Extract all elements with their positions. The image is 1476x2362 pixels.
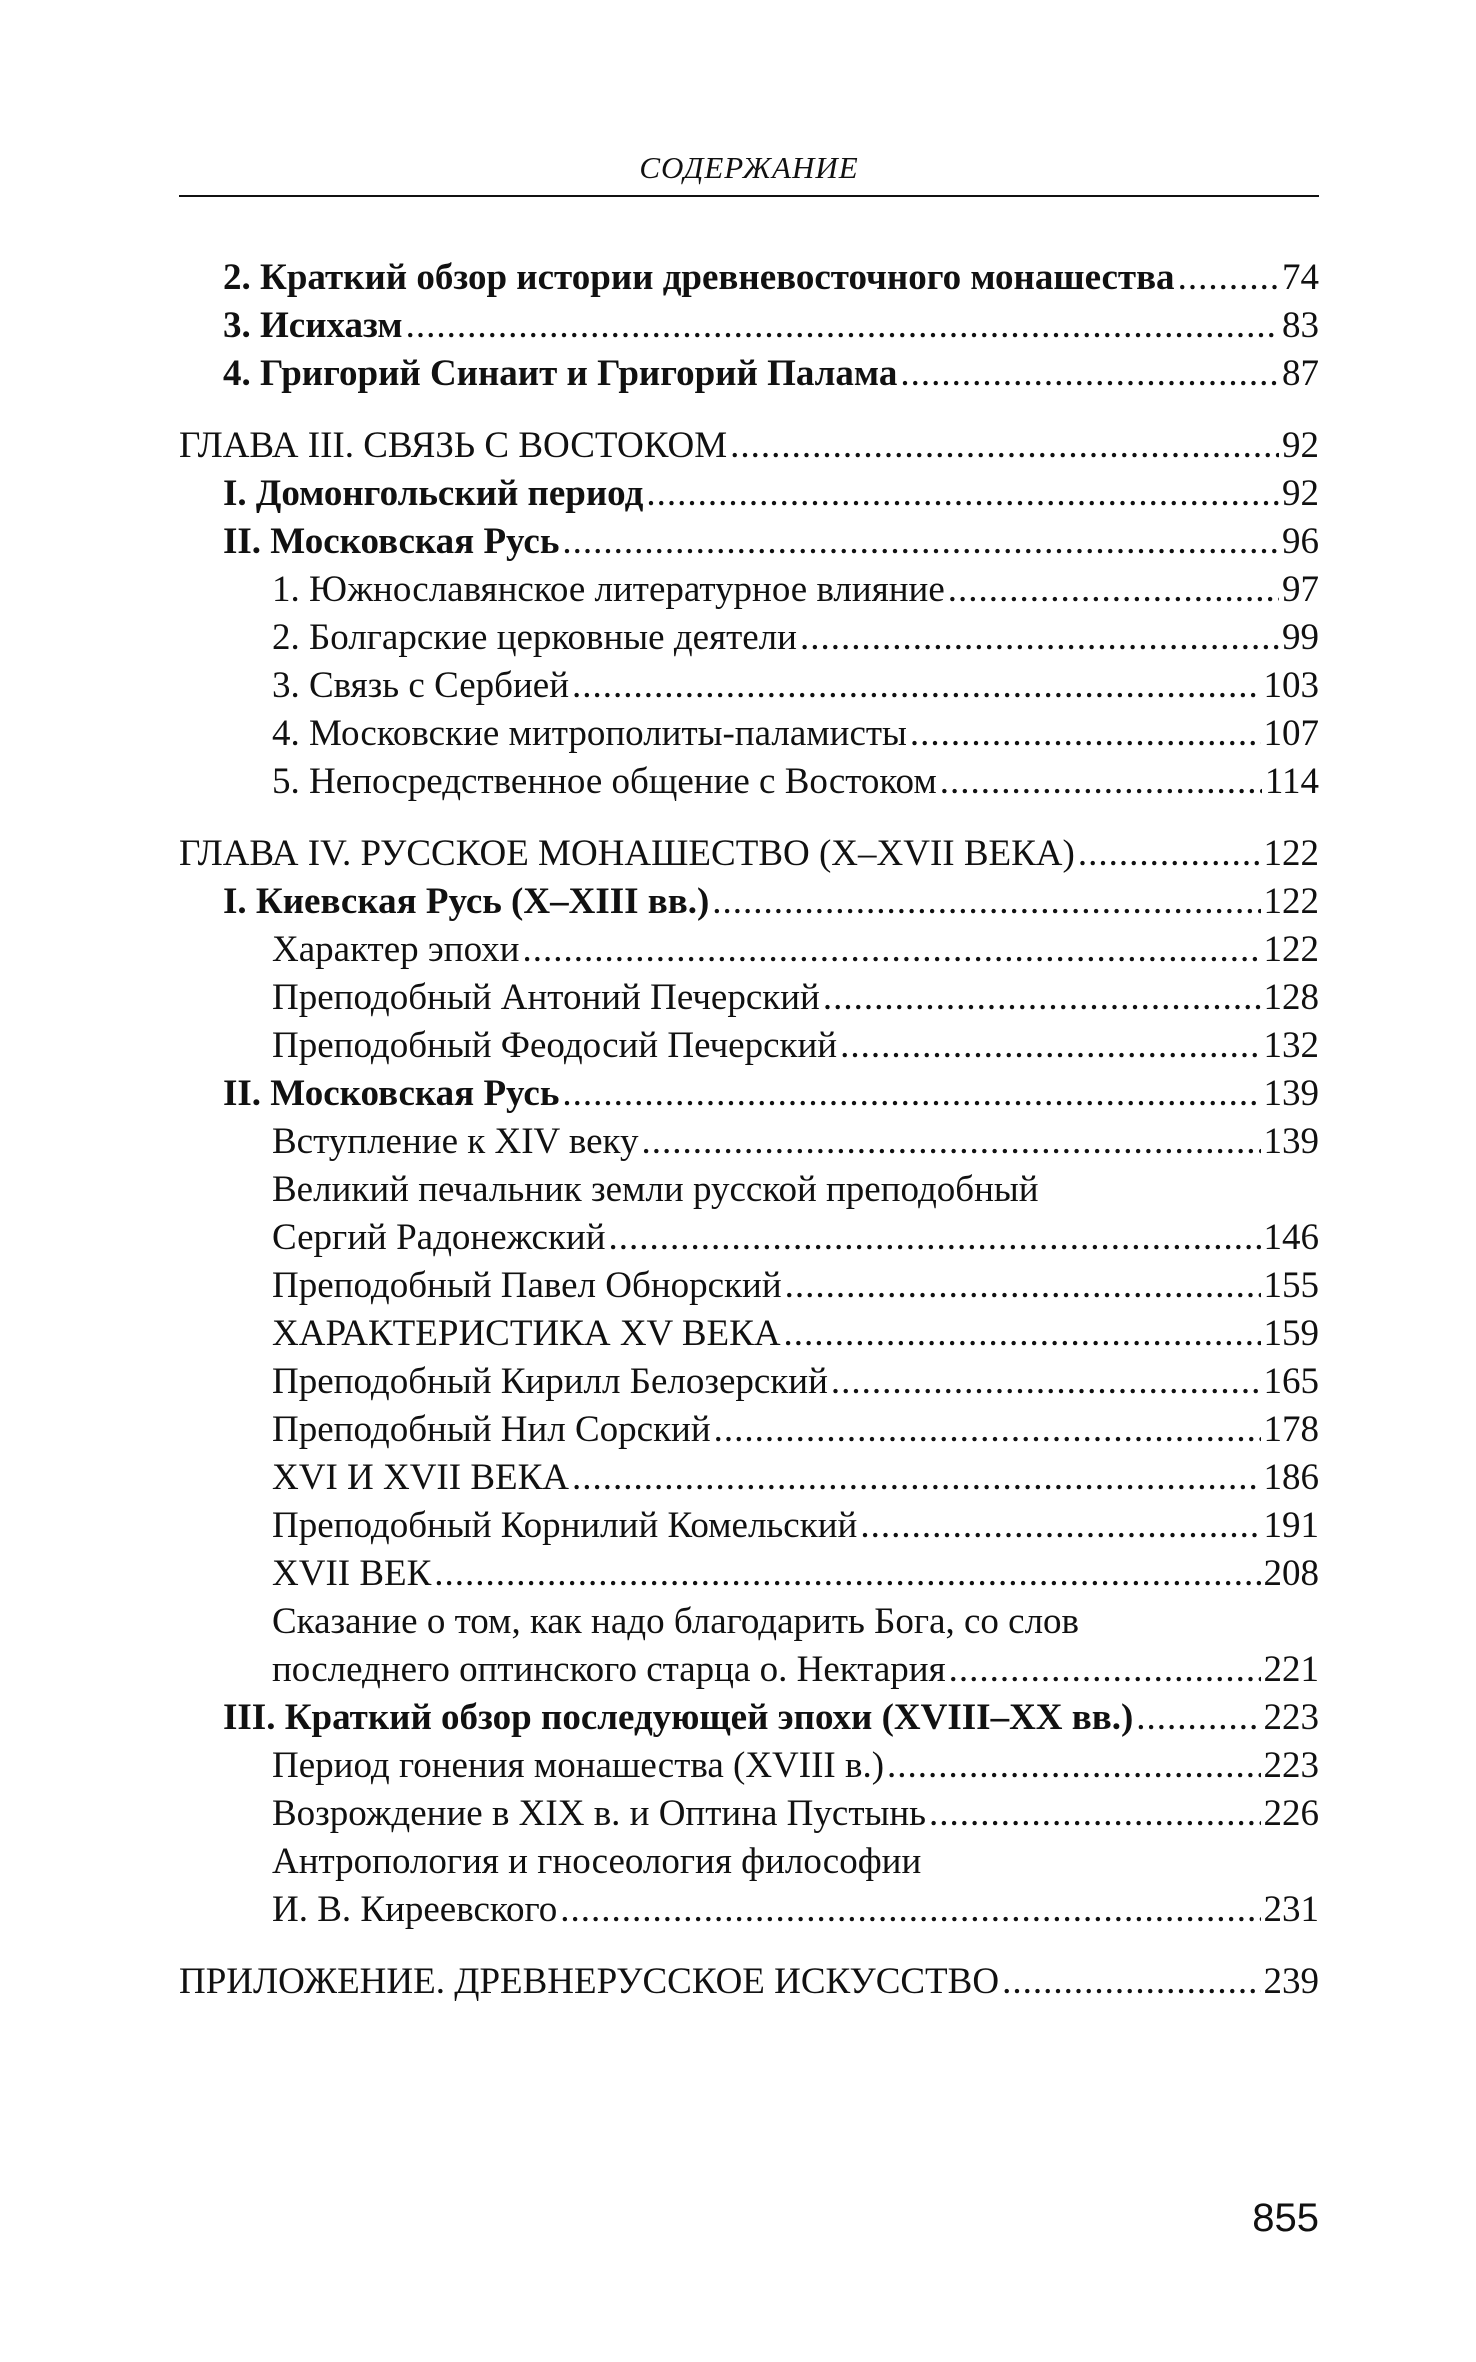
dot-leader: [434, 1550, 1260, 1598]
toc-entry-title: Преподобный Кирилл Белозерский: [272, 1361, 828, 1402]
toc-entry-page: 87: [1282, 353, 1319, 394]
toc-entry-title: Преподобный Павел Обнорский: [272, 1265, 782, 1306]
toc-entry-title: Сергий Радонежский: [272, 1217, 606, 1258]
toc-entry-page: 74: [1282, 257, 1319, 298]
dot-leader: [730, 422, 1279, 470]
dot-leader: [714, 1406, 1261, 1454]
toc-entry-page: 114: [1264, 761, 1319, 802]
dot-leader: [572, 662, 1261, 710]
toc-entry: [179, 1550, 1319, 1598]
toc-entry-title: Характер эпохи: [272, 929, 520, 970]
toc-entry-page: 159: [1263, 1313, 1319, 1354]
toc-entry: [179, 1166, 1319, 1214]
toc-entry-page: 92: [1282, 425, 1319, 466]
toc-entry-page: 128: [1263, 977, 1319, 1018]
toc-entry: [179, 662, 1319, 710]
toc-entry-page: 231: [1263, 1889, 1319, 1930]
toc-entry-title: 4. Московские митрополиты-паламисты: [272, 713, 907, 754]
toc-entry-title: Преподобный Феодосий Печерский: [272, 1025, 838, 1066]
toc-entry-title: Антропология и гносеология философии: [272, 1841, 922, 1882]
toc-entry-title: Великий печальник земли русской преподобный: [272, 1169, 1039, 1210]
toc-entry-title: 1. Южнославянское литературное влияние: [272, 569, 945, 610]
toc-entry-title: 5. Непосредственное общение с Востоком: [272, 761, 937, 802]
toc-entry-page: 239: [1263, 1961, 1319, 2002]
toc-entry: [179, 518, 1319, 566]
toc-entry: [179, 1118, 1319, 1166]
toc-entry-title: Преподобный Антоний Печерский: [272, 977, 820, 1018]
dot-leader: [823, 974, 1261, 1022]
running-header: СОДЕРЖАНИЕ: [639, 150, 859, 185]
toc-entry: [179, 1454, 1319, 1502]
toc-entry-page: 132: [1263, 1025, 1319, 1066]
toc-entry: [179, 254, 1319, 302]
toc-entry-title: Сказание о том, как надо благодарить Бога, со слов: [272, 1601, 1080, 1642]
toc-entry-page: 96: [1282, 521, 1319, 562]
toc-entry-page: 97: [1282, 569, 1319, 610]
dot-leader: [831, 1358, 1261, 1406]
dot-leader: [1136, 1694, 1260, 1742]
toc-entry-page: 122: [1263, 881, 1319, 922]
toc-entry-page: 83: [1282, 305, 1319, 346]
toc-entry-title: III. Краткий обзор последующей эпохи (XVIII–XX вв.): [223, 1697, 1134, 1738]
dot-leader: [646, 470, 1279, 518]
toc-entry: [179, 758, 1319, 806]
toc-entry-title: ПРИЛОЖЕНИЕ. ДРЕВНЕРУССКОЕ ИСКУССТВО: [179, 1961, 1000, 2002]
dot-leader: [1178, 254, 1279, 302]
toc-entry: [179, 1742, 1319, 1790]
dot-leader: [840, 1022, 1260, 1070]
toc-entry-page: 122: [1263, 929, 1319, 970]
dot-leader: [562, 1070, 1260, 1118]
toc-entry-title: I. Киевская Русь (X–XIII вв.): [223, 881, 710, 922]
dot-leader: [572, 1454, 1261, 1502]
toc-entry: [179, 1310, 1319, 1358]
toc-entry-page: 221: [1263, 1649, 1319, 1690]
toc-entry-page: 208: [1263, 1553, 1319, 1594]
toc-entry-title: XVII ВЕК: [272, 1553, 432, 1594]
toc-entry: [179, 302, 1319, 350]
toc-entry: [179, 1358, 1319, 1406]
dot-leader: [929, 1790, 1260, 1838]
toc-entry: [179, 1790, 1319, 1838]
toc-entry-page: 139: [1263, 1073, 1319, 1114]
toc-entry: [179, 1598, 1319, 1646]
page-number: 855: [1252, 2196, 1319, 2240]
toc-entry: [179, 926, 1319, 974]
toc-entry-page: 92: [1282, 473, 1319, 514]
toc-entry-title: II. Московская Русь: [223, 521, 560, 562]
header-rule: [179, 195, 1319, 197]
toc-entry-page: 103: [1263, 665, 1319, 706]
toc-entry-title: Преподобный Корнилий Комельский: [272, 1505, 858, 1546]
dot-leader: [860, 1502, 1260, 1550]
toc-entry-title: XVI И XVII ВЕКА: [272, 1457, 569, 1498]
toc-entry-page: 186: [1263, 1457, 1319, 1498]
toc-entry-title: Преподобный Нил Сорский: [272, 1409, 711, 1450]
dot-leader: [887, 1742, 1260, 1790]
dot-leader: [562, 518, 1279, 566]
toc-entry: [179, 1022, 1319, 1070]
toc-entry-page: 99: [1282, 617, 1319, 658]
toc-entry: [179, 614, 1319, 662]
dot-leader: [560, 1886, 1260, 1934]
toc-entry-title: I. Домонгольский период: [223, 473, 644, 514]
toc-entry-title: последнего оптинского старца о. Нектария: [272, 1649, 946, 1690]
toc-entry-page: 223: [1263, 1697, 1319, 1738]
toc-entry-title: ХАРАКТЕРИСТИКА XV ВЕКА: [272, 1313, 781, 1354]
toc-entry-page: 155: [1263, 1265, 1319, 1306]
table-of-contents: [179, 254, 1319, 2006]
toc-entry-title: ГЛАВА III. СВЯЗЬ С ВОСТОКОМ: [179, 425, 728, 466]
toc-entry-title: И. В. Киреевского: [272, 1889, 558, 1930]
toc-entry-title: 3. Связь с Сербией: [272, 665, 569, 706]
toc-entry-title: Период гонения монашества (XVIII в.): [272, 1745, 885, 1786]
toc-entry: [179, 710, 1319, 758]
toc-entry: [179, 1694, 1319, 1742]
dot-leader: [784, 1310, 1261, 1358]
toc-entry-title: 4. Григорий Синаит и Григорий Палама: [223, 353, 898, 394]
toc-entry: [179, 1502, 1319, 1550]
toc-entry: [179, 830, 1319, 878]
dot-leader: [910, 710, 1261, 758]
toc-entry: [179, 1838, 1319, 1886]
toc-entry-page: 191: [1263, 1505, 1319, 1546]
toc-entry: [179, 1958, 1319, 2006]
toc-entry-title: ГЛАВА IV. РУССКОЕ МОНАШЕСТВО (X–XVII ВЕКА): [179, 833, 1075, 874]
toc-entry-page: 139: [1263, 1121, 1319, 1162]
toc-entry-title: II. Московская Русь: [223, 1073, 560, 1114]
toc-entry-page: 107: [1263, 713, 1319, 754]
dot-leader: [1078, 830, 1261, 878]
toc-entry: [179, 974, 1319, 1022]
toc-entry: [179, 1886, 1319, 1934]
toc-entry: [179, 1214, 1319, 1262]
toc-entry-title: 2. Краткий обзор истории древневосточного монашества: [223, 257, 1175, 298]
dot-leader: [940, 758, 1262, 806]
toc-entry-title: 2. Болгарские церковные деятели: [272, 617, 797, 658]
dot-leader: [522, 926, 1260, 974]
dot-leader: [641, 1118, 1260, 1166]
toc-entry-page: 165: [1263, 1361, 1319, 1402]
toc-entry-title: Вступление к XIV веку: [272, 1121, 639, 1162]
dot-leader: [1002, 1958, 1260, 2006]
toc-entry: [179, 1070, 1319, 1118]
toc-entry-page: 178: [1263, 1409, 1319, 1450]
dot-leader: [609, 1214, 1261, 1262]
toc-entry: [179, 422, 1319, 470]
dot-leader: [900, 350, 1279, 398]
toc-entry-page: 146: [1263, 1217, 1319, 1258]
toc-entry-page: 226: [1263, 1793, 1319, 1834]
toc-entry: [179, 566, 1319, 614]
dot-leader: [785, 1262, 1261, 1310]
dot-leader: [406, 302, 1279, 350]
toc-entry: [179, 1646, 1319, 1694]
dot-leader: [712, 878, 1260, 926]
toc-entry: [179, 350, 1319, 398]
toc-entry: [179, 1406, 1319, 1454]
toc-entry: [179, 878, 1319, 926]
toc-entry: [179, 1262, 1319, 1310]
toc-entry: [179, 470, 1319, 518]
toc-entry-title: Возрождение в XIX в. и Оптина Пустынь: [272, 1793, 927, 1834]
toc-entry-title: 3. Исихазм: [223, 305, 403, 346]
toc-entry-page: 122: [1263, 833, 1319, 874]
dot-leader: [800, 614, 1279, 662]
dot-leader: [949, 1646, 1261, 1694]
dot-leader: [948, 566, 1279, 614]
toc-entry-page: 223: [1263, 1745, 1319, 1786]
